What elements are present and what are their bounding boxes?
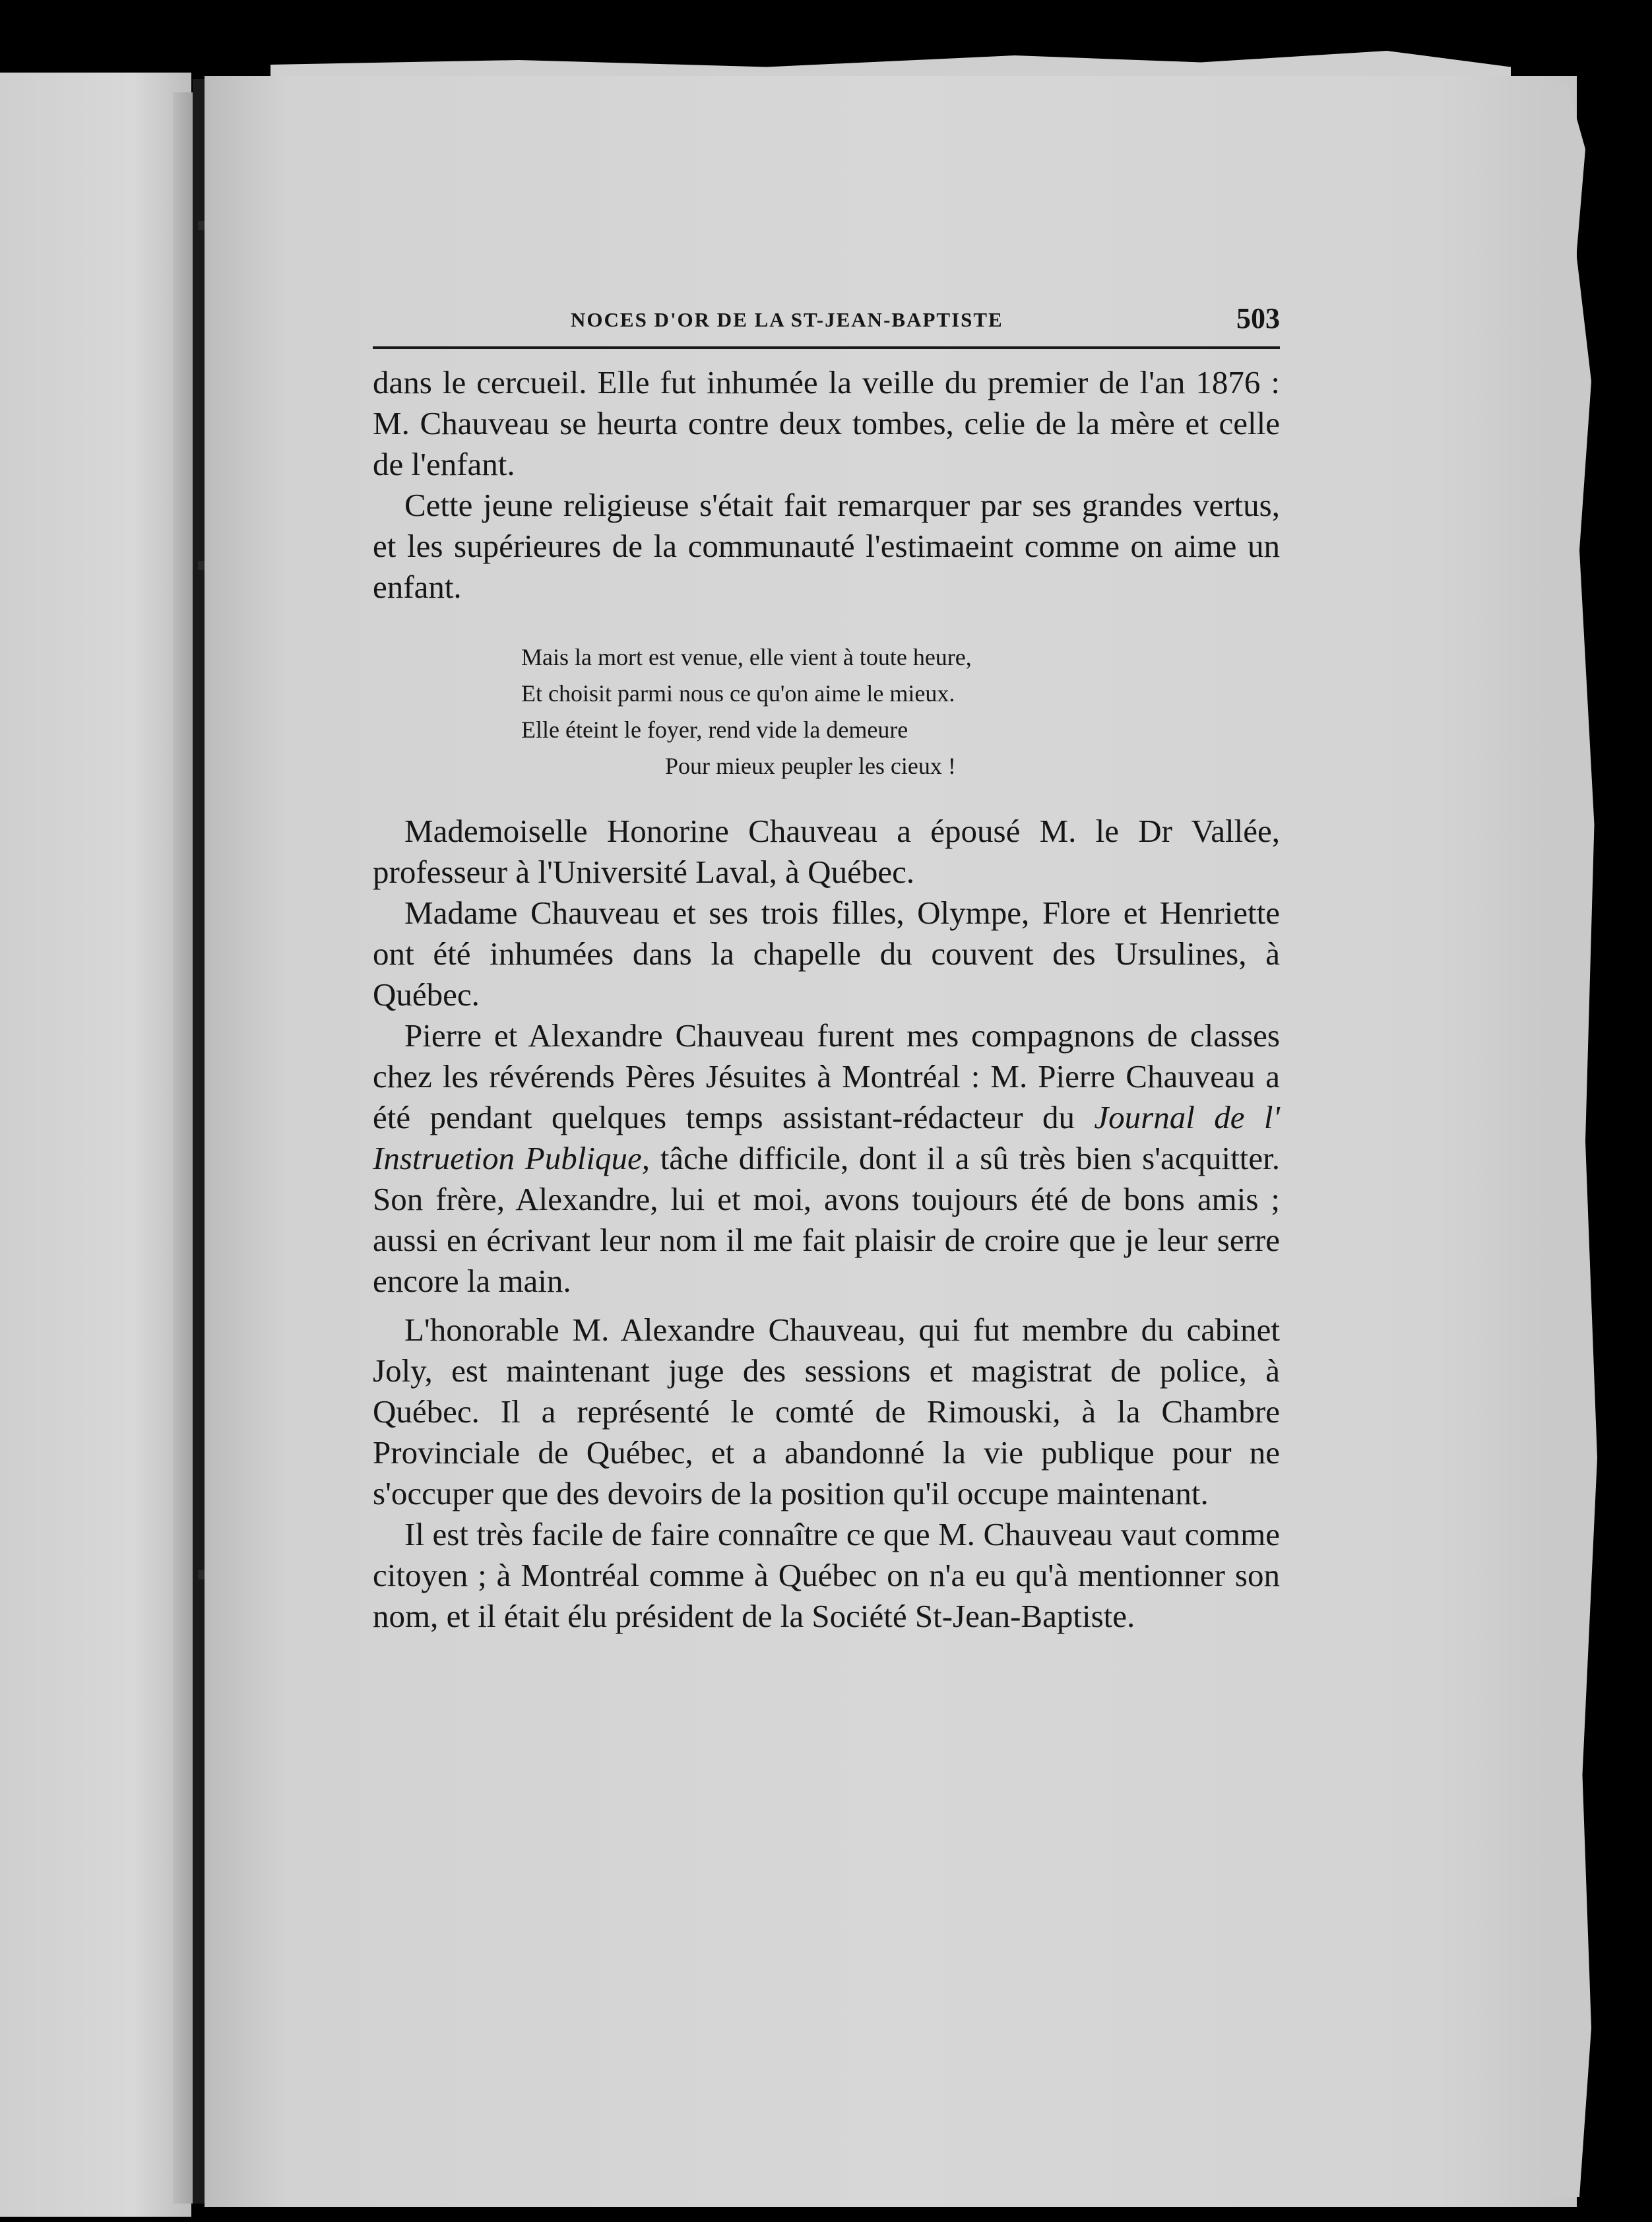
paragraph-continuation: dans le cercueil. Elle fut inhumée la veille du premier de l'an 1876 : M. Chauveau se heurta contre deux tombes, celie de la mère et celle de l'enfant. <box>373 364 1280 482</box>
paragraph-honorine: Mademoiselle Honorine Chauveau a épousé M. le Dr Vallée, professeur à l'Université Laval, à Québec. <box>373 813 1280 890</box>
paragraph-madame-chauveau: Madame Chauveau et ses trois filles, Olympe, Flore et Henriette ont été inhumées dans la chapelle du couvent des Ursulines, à Québec. <box>373 895 1280 1013</box>
poem-line: Pour mieux peupler les cieux ! <box>665 753 956 779</box>
paragraph-citoyen: Il est très facile de faire connaître ce que M. Chauveau vaut comme citoyen ; à Montréal comme à Québec on n'a eu qu'à mentionner son nom, et il était élu président de la Société St-Jean-Baptiste. <box>373 1516 1280 1634</box>
running-header <box>373 300 1280 340</box>
paragraph-segment: Pierre et Alexandre Chauveau furent mes compagnons de classes chez les révérends Pères Jésuites à Montréal : M. Pierre Chauveau a été pendant quelques temps assistant-rédacteur du <box>373 1017 1280 1135</box>
paragraph-religieuse: Cette jeune religieuse s'était fait remarquer par ses grandes vertus, et les supérieures de la communauté l'estimaeint comme on aime un enfant. <box>373 487 1280 605</box>
paragraph-pierre-alexandre <box>373 1015 1280 1302</box>
poem-line: Elle éteint le foyer, rend vide la demeure <box>521 716 908 743</box>
header-rule <box>373 346 1280 349</box>
running-header-title: NOCES D'OR DE LA ST-JEAN-BAPTISTE <box>571 308 1003 331</box>
poem-line: Et choisit parmi nous ce qu'on aime le mieux. <box>521 680 955 707</box>
paragraph-alexandre-chauveau: L'honorable M. Alexandre Chauveau, qui fut membre du cabinet Joly, est maintenant juge des sessions et magistrat de police, à Québec. Il a représenté le comté de Rimouski, à la Chambre Provinciale de Québec, et a abandonné la vie publique pour ne s'occuper que des devoirs de la position qu'il occupe maintenant. <box>373 1312 1280 1511</box>
poem-quote <box>521 639 1280 784</box>
page-right-edge <box>1544 86 1603 2197</box>
book-binding <box>193 79 206 2204</box>
paragraph-segment: tâche difficile, dont il a sû très bien s'acquitter. Son frère, Alexandre, lui et moi, avons toujours été de bons amis ; aussi en écrivant leur nom il me fait plaisir de croire que je leur serre encore la main. <box>373 1140 1281 1299</box>
page-text-block <box>373 300 1280 1637</box>
left-facing-page <box>0 73 191 2217</box>
poem-line: Mais la mort est venue, elle vient à toute heure, <box>521 644 972 670</box>
page-number: 503 <box>1236 302 1280 334</box>
journal-title: Journal de l' Instruetion Publique, <box>373 1099 1280 1176</box>
